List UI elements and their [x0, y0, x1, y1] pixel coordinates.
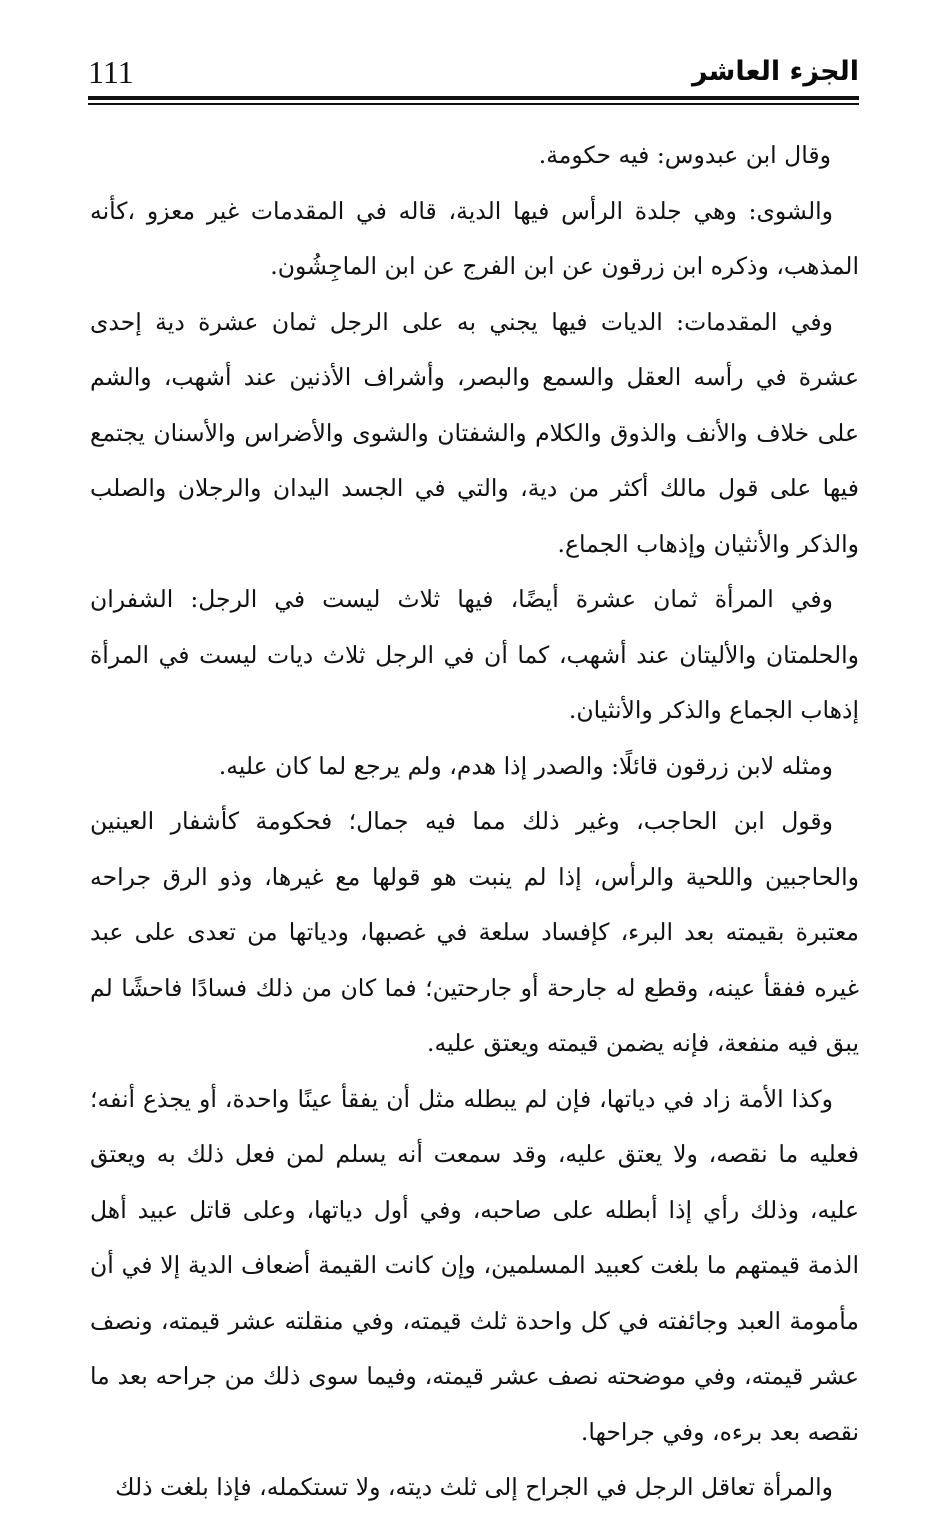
paragraph: والشوى: وهي جلدة الرأس فيها الدية، قاله في المقدمات غير معزو ،كأنه المذهب، وذكره ابن زرقون عن ابن الفرج عن ابن الماجِشُون.: [90, 196, 859, 280]
paragraph: وفي المقدمات: الديات فيها يجني به على الرجل ثمان عشرة دية إحدى عشرة في رأسه العقل والسمع والبصر، وأشراف الأذنين عند أشهب، والشم على خلاف والأنف والذوق والكلام والشفتان والشوى والأضراس والأسنان يجتمع فيها على قول مالك أكثر من دية، والتي في الجسد اليدان والرجلان والصلب والذكر والأنثيان وإذهاب الجماع.: [90, 307, 859, 558]
paragraph: والمرأة تعاقل الرجل في الجراح إلى ثلث ديته، ولا تستكمله، فإذا بلغت ذلك: [115, 1473, 833, 1501]
paragraph: وفي المرأة ثمان عشرة أيضًا، فيها ثلاث ليست في الرجل: الشفران والحلمتان والأليتان عند أشهب، كما أن في الرجل ثلاث ديات ليست في المرأة إذهاب الجماع والذكر والأنثيان.: [90, 585, 859, 724]
paragraph: ومثله لابن زرقون قائلًا: والصدر إذا هدم، ولم يرجع لما كان عليه.: [218, 751, 833, 780]
header-rule-thick: [88, 96, 859, 100]
page-body: [90, 128, 859, 1516]
paragraph: وكذا الأمة زاد في دياتها، فإن لم يبطله مثل أن يفقأ عينًا واحدة، أو يجذع أنفه؛ فعليه ما نقصه، ولا يعتق عليه، وقد سمعت أنه يسلم لمن فعل ذلك به ويعتق عليه، وذلك رأي إذا أبطله على صاحبه، وفي أول دياتها، وعلى قاتل عبيد أهل الذمة قيمتهم ما بلغت كعبيد المسلمين، وإن كانت القيمة أضعاف الدية إلا في أن مأمومة العبد وجائفته في كل واحدة ثلث قيمته، وفي منقلته عشر قيمته، ونصف عشر قيمته، وفي موضحته نصف عشر قيمته، وفيما سوى ذلك من جراحه بعد ما نقصه بعد برءه، وفي جراحها.: [90, 1084, 859, 1446]
page-header: [88, 52, 859, 96]
page-number: 111: [88, 54, 134, 90]
paragraph: وقال ابن عبدوس: فيه حكومة.: [538, 141, 831, 169]
paragraph: وقول ابن الحاجب، وغير ذلك مما فيه جمال؛ فحكومة كأشفار العينين والحاجبين واللحية والرأس، إذا لم ينبت هو قولها مع غيرها، وذو الرق جراحه معتبرة بقيمته بعد البرء، كإفساد سلعة في غصبها، ودياتها من تعدى على عبد غيره ففقأ عينه، وقطع له جارحة أو جارحتين؛ فما كان من ذلك فسادًا فاحشًا لم يبق فيه منفعة، فإنه يضمن قيمته ويعتق عليه.: [90, 807, 859, 1057]
running-title: الجزء العاشر: [692, 56, 859, 87]
header-rule-thin: [88, 103, 859, 105]
